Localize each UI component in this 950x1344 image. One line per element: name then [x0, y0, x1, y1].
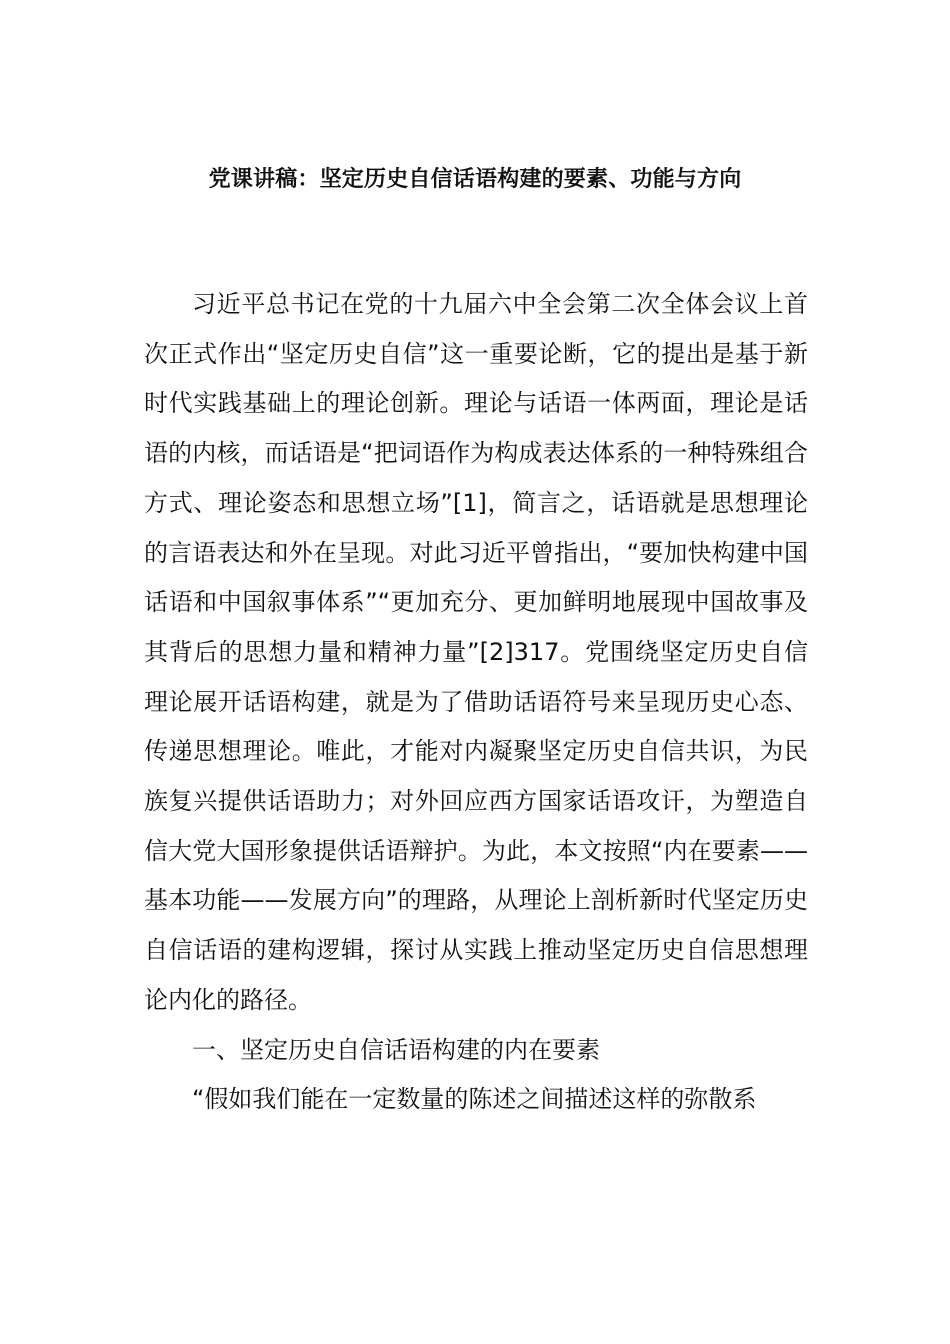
section-paragraph: “假如我们能在一定数量的陈述之间描述这样的弥散系: [192, 1085, 757, 1114]
intro-paragraph: 习近平总书记在党的十九届六中全会第二次全体会议上首次正式作出“坚定历史自信”这一重要论断，它的提出是基于新时代实践基础上的理论创新。理论与话语一体两面，理论是话语的内核，而话语是“把词语作为构成表达体系的一种特殊组合方式、理论姿态和思想立场”[1]，简言之，话语就是思想理论的言语表达和外在呈现。对此习近平曾指出，“要加快构建中国话语和中国叙事体系”“更加充分、更加鲜明地展现中国故事及其背后的思想力量和精神力量”[2]317。党围绕坚定历史自信理论展开话语构建，就是为了借助话语符号来呈现历史心态、传递思想理论。唯此，才能对内凝聚坚定历史自信共识，为民族复兴提供话语助力；对外回应西方国家话语攻讦，为塑造自信大党大国形象提供话语辩护。为此，本文按照“内在要素——基本功能——发展方向”的理路，从理论上剖析新时代坚定历史自信话语的建构逻辑，探讨从实践上推动坚定历史自信思想理论内化的路径。: [144, 290, 808, 1014]
section-heading: 一、坚定历史自信话语构建的内在要素: [192, 1035, 600, 1064]
document-title: 党课讲稿：坚定历史自信话语构建的要素、功能与方向: [208, 167, 742, 192]
document-body: [144, 280, 808, 1125]
